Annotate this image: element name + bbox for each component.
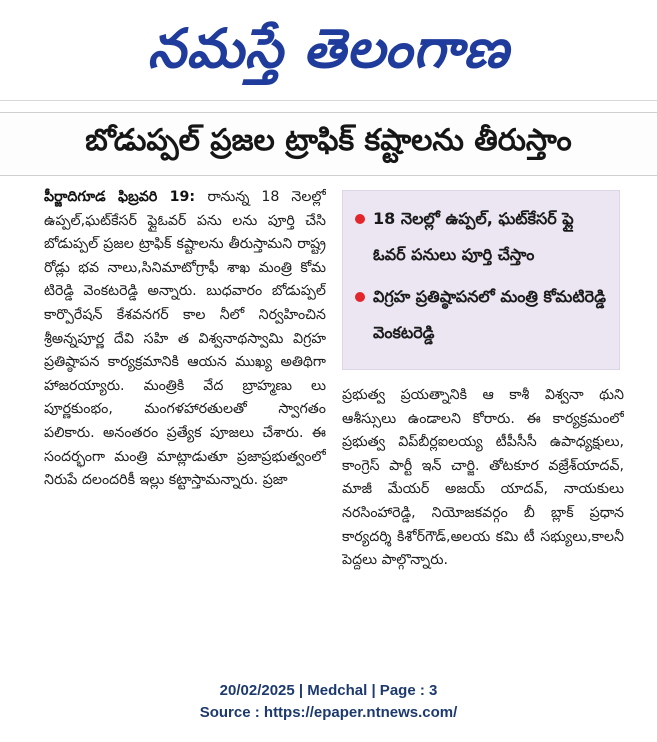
red-bullet-icon [355, 292, 365, 302]
source-link[interactable]: Source : https://epaper.ntnews.com/ [199, 704, 458, 721]
masthead [0, 0, 657, 96]
red-bullet-icon [355, 214, 365, 224]
article-body-right: ప్రభుత్వ ప్రయత్నానికి ఆ కాశీ విశ్వనా థుని ఆశీస్సులు ఉండాలని కోరారు. ఈ కార్యక్రమంలో ప్రభుత్వ విప్‌బీర్లఐలయ్య టీపీసీసీ ఉపాధ్యక్షులు, కాంగ్రెస్ పార్టీ ఇన్ చార్జి. తోటకూర వజ్రేశ్‌యాదవ్, మాజీ మేయర్ అజయ్ యాదవ్, నాయకులు నరసింహారెడ్డి, నియోజకవర్గం బీ బ్లాక్ ప్రధాన కార్యదర్శి కిశోర్‌గౌడ్,అలయ కమి టీ సభ్యులు,కాలనీ పెద్దలు పాల్గొన్నారు. [342, 387, 624, 569]
highlight-text: 18 నెలల్లో ఉప్పల్, ఘట్‌కేసర్ ఫ్లై ఓవర్ పనులు పూర్తి చేస్తాం [373, 209, 574, 264]
article-body-left: రానున్న 18 నెలల్లో ఉప్పల్,ఘట్‌కేసర్ ఫ్లైఓవర్ పను లను పూర్తి చేసి బోడుప్పల్ ప్రజల ట్రాఫిక్ కష్టాలను తీరుస్తామని రాష్ట్ర రోడ్లు భవ నాలు,సినిమాటోగ్రాఫీ శాఖ మంత్రి కోమ టిరెడ్డి వెంకటరెడ్డి అన్నారు. బుధవారం బోడుప్పల్ కార్పొరేషన్ కేశవనగర్ కాల నీలో నిర్వహించిన శ్రీఅన్నపూర్ణ దేవి సహి త విశ్వనాథస్వామి విగ్రహ ప్రతిష్ఠాపన కార్యక్రమానికి ఆయన ముఖ్య అతిథిగా హాజరయ్యారు. మంత్రికి వేద బ్రాహ్మణు లు పూర్ణకుంభం, మంగళహారతులతో స్వాగతం పలికారు. అనంతరం ప్రత్యేక పూజలు చేశారు. ఈ సందర్భంగా మంత్రి మాట్లాడుతూ ప్రజాప్రభుత్వంలో నిరుపే దలందరికీ ఇల్లు కట్టాస్తామన్నారు. ప్రజా [44, 189, 326, 489]
masthead-divider [0, 100, 657, 101]
highlight-box [342, 190, 620, 370]
article-column-left [44, 186, 326, 656]
headline-band [0, 112, 657, 176]
headline: బోడుప్పల్ ప్రజల ట్రాఫిక్ కష్టాలను తీరుస్తాం [85, 123, 572, 158]
edition-info: 20/02/2025 | Medchal | Page : 3 [219, 682, 438, 699]
article-column-right [342, 384, 624, 654]
dateline: పీర్జాదిగూడ ఫిబ్రవరి 19: [44, 189, 208, 205]
highlight-point [355, 201, 609, 273]
highlight-point [355, 279, 609, 351]
masthead-title: నమస్తే తెలంగాణ [147, 16, 510, 80]
highlight-text: విగ్రహ ప్రతిష్ఠాపనలో మంత్రి కోమటిరెడ్డి వెంకటరెడ్డి [373, 287, 607, 342]
source-credit [0, 680, 657, 724]
